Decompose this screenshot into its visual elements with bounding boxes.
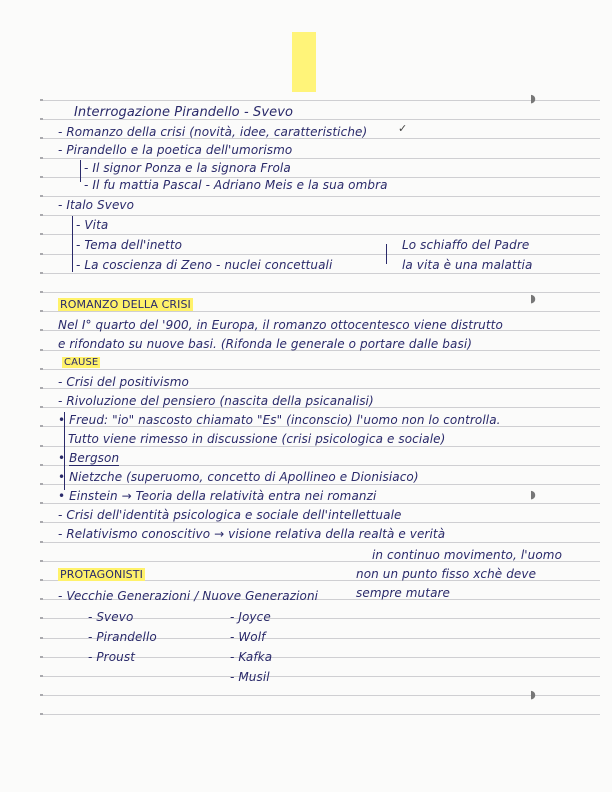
new-generation-author: - Kafka bbox=[230, 650, 273, 664]
ruled-line bbox=[40, 484, 600, 485]
outline-item: - Italo Svevo bbox=[58, 198, 135, 212]
outline-note: Lo schiaffo del Padre bbox=[402, 238, 530, 252]
margin-mark bbox=[40, 99, 43, 101]
section-heading: PROTAGONISTI bbox=[60, 568, 143, 581]
margin-mark bbox=[40, 233, 43, 235]
margin-mark bbox=[40, 579, 43, 581]
margin-mark bbox=[40, 368, 43, 370]
ruled-line bbox=[40, 522, 600, 523]
cause-item: • Bergson bbox=[58, 451, 120, 465]
margin-mark bbox=[40, 214, 43, 216]
margin-mark bbox=[40, 617, 43, 619]
margin-mark bbox=[40, 637, 43, 639]
outline-subitem: - Vita bbox=[76, 218, 109, 232]
margin-mark bbox=[40, 176, 43, 178]
margin-mark bbox=[40, 521, 43, 523]
margin-mark bbox=[40, 560, 43, 562]
margin-mark bbox=[40, 310, 43, 312]
outline-subitem: - Il fu mattia Pascal - Adriano Meis e la sua ombra bbox=[84, 178, 388, 192]
margin-mark bbox=[40, 694, 43, 696]
ruled-line bbox=[40, 695, 600, 696]
cause-item: • Einstein → Teoria della relatività entra nei romanzi bbox=[58, 489, 377, 503]
outline-item: - Pirandello e la poetica dell'umorismo bbox=[58, 143, 293, 157]
margin-mark bbox=[40, 675, 43, 677]
cause-item: - Relativismo conoscitivo → visione relativa della realtà e verità bbox=[58, 527, 446, 541]
binder-ring-icon: ◗ bbox=[530, 92, 536, 105]
side-note: in continuo movimento, l'uomo bbox=[372, 548, 563, 562]
ruled-line bbox=[40, 369, 600, 370]
margin-mark bbox=[40, 137, 43, 139]
margin-mark bbox=[40, 329, 43, 331]
margin-mark bbox=[40, 157, 43, 159]
bracket-icon bbox=[72, 216, 73, 272]
cause-item: - Rivoluzione del pensiero (nascita della psicanalisi) bbox=[58, 394, 374, 408]
outline-subitem: - Il signor Ponza e la signora Frola bbox=[84, 161, 291, 175]
binder-ring-icon: ◗ bbox=[530, 292, 536, 305]
bracket-icon bbox=[80, 160, 81, 182]
ruled-line bbox=[40, 273, 600, 274]
margin-mark bbox=[40, 387, 43, 389]
margin-mark bbox=[40, 445, 43, 447]
ruled-line bbox=[40, 292, 600, 293]
margin-mark bbox=[40, 195, 43, 197]
ruled-line bbox=[40, 196, 600, 197]
ruled-line bbox=[40, 503, 600, 504]
cause-item: • Freud: "io" nascosto chiamato "Es" (inconscio) l'uomo non lo controlla. bbox=[58, 413, 501, 427]
bracket-icon bbox=[386, 244, 387, 264]
margin-mark bbox=[40, 598, 43, 600]
subheading: CAUSE bbox=[64, 357, 99, 368]
margin-mark bbox=[40, 253, 43, 255]
margin-mark bbox=[40, 349, 43, 351]
ruled-line bbox=[40, 215, 600, 216]
ruled-line bbox=[40, 234, 600, 235]
outline-item: - Romanzo della crisi (novità, idee, caratteristiche) bbox=[58, 125, 368, 139]
outline-note: la vita è una malattia bbox=[402, 258, 533, 272]
new-generation-author: - Joyce bbox=[230, 610, 271, 624]
outline-subitem: - La coscienza di Zeno - nuclei concettuali bbox=[76, 258, 333, 272]
generations-header: - Vecchie Generazioni / Nuove Generazioni bbox=[58, 589, 319, 603]
ruled-line bbox=[40, 446, 600, 447]
new-generation-author: - Wolf bbox=[230, 630, 266, 644]
margin-mark bbox=[40, 464, 43, 466]
margin-mark bbox=[40, 502, 43, 504]
section-heading: ROMANZO DELLA CRISI bbox=[60, 298, 191, 311]
ruled-line bbox=[40, 542, 600, 543]
margin-mark bbox=[40, 406, 43, 408]
old-generation-author: - Proust bbox=[88, 650, 136, 664]
margin-mark bbox=[40, 118, 43, 120]
new-generation-author: - Musil bbox=[230, 670, 270, 684]
cause-item: • Nietzche (superuomo, concetto di Apollineo e Dionisiaco) bbox=[58, 470, 419, 484]
cause-item: - Crisi dell'identità psicologica e sociale dell'intellettuale bbox=[58, 508, 402, 522]
margin-mark bbox=[40, 291, 43, 293]
outline-subitem: - Tema dell'inetto bbox=[76, 238, 183, 252]
ruled-line bbox=[40, 100, 600, 101]
old-generation-author: - Svevo bbox=[88, 610, 134, 624]
margin-mark bbox=[40, 483, 43, 485]
ruled-line bbox=[40, 465, 600, 466]
page-title: Interrogazione Pirandello - Svevo bbox=[74, 105, 294, 120]
ruled-line bbox=[40, 158, 600, 159]
highlighter-strip bbox=[292, 32, 316, 92]
margin-mark bbox=[40, 656, 43, 658]
margin-mark bbox=[40, 272, 43, 274]
body-text: Nel I° quarto del '900, in Europa, il romanzo ottocentesco viene distrutto bbox=[58, 318, 503, 332]
ruled-line bbox=[40, 254, 600, 255]
margin-mark bbox=[40, 541, 43, 543]
side-note: sempre mutare bbox=[356, 586, 451, 600]
ruled-line bbox=[40, 676, 600, 677]
body-text: e rifondato su nuove basi. (Rifonda le generale o portare dalle basi) bbox=[58, 337, 473, 351]
cause-item: - Crisi del positivismo bbox=[58, 375, 189, 389]
margin-mark bbox=[40, 713, 43, 715]
ruled-line bbox=[40, 714, 600, 715]
binder-ring-icon: ◗ bbox=[530, 488, 536, 501]
binder-ring-icon: ◗ bbox=[530, 688, 536, 701]
margin-mark bbox=[40, 425, 43, 427]
old-generation-author: - Pirandello bbox=[88, 630, 157, 644]
check-mark-icon: ✓ bbox=[398, 122, 408, 135]
side-note: non un punto fisso xchè deve bbox=[356, 567, 537, 581]
cause-item: Tutto viene rimesso in discussione (crisi psicologica e sociale) bbox=[68, 432, 446, 446]
